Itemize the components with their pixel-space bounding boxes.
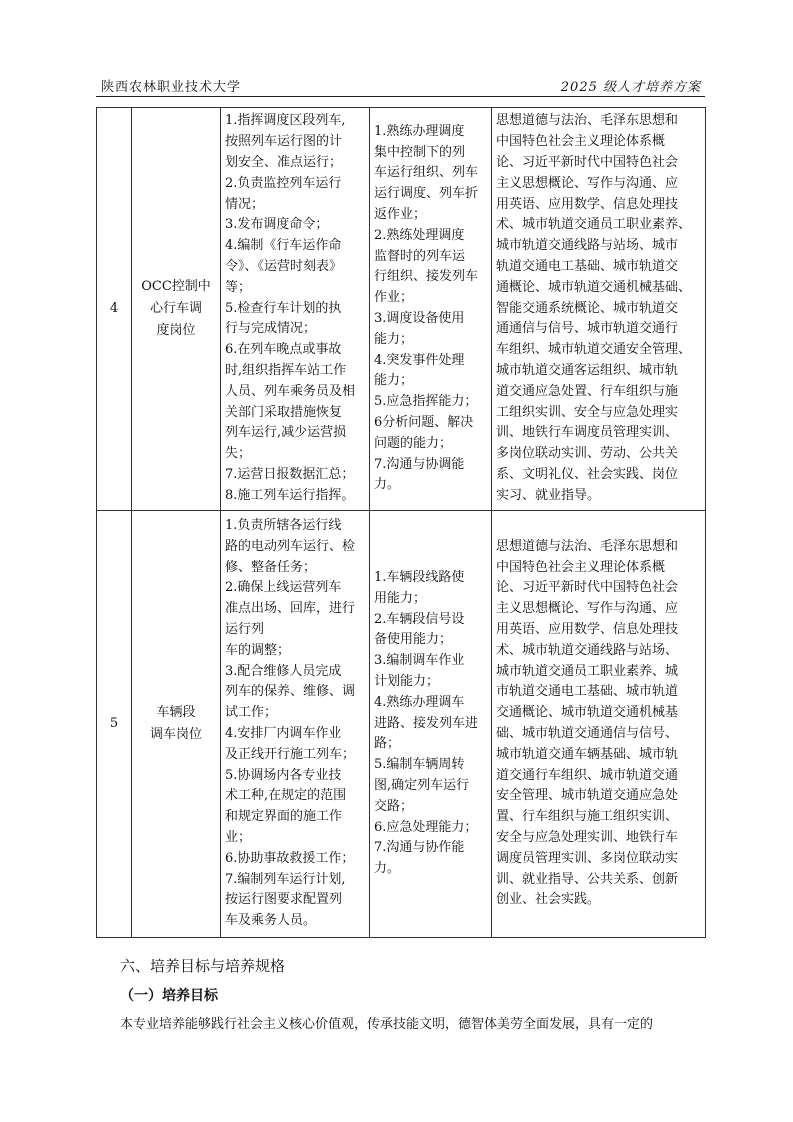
job-abilities-line: 进路、接发列车进 — [374, 715, 479, 731]
courses-line: 多岗位联动实训、劳动、公共关 — [496, 446, 679, 462]
courses-line: 实习、就业指导。 — [496, 487, 601, 503]
job-tasks-line: 1.指挥调度区段列车, — [225, 113, 346, 129]
post-name-line: 车辆段 — [156, 705, 196, 720]
job-tasks-line: 行与完成情况； — [225, 321, 317, 337]
job-abilities-line: 路； — [374, 736, 401, 752]
courses-line: 用英语、应用数学、信息处理技 — [496, 196, 679, 212]
job-abilities-line: 3.编制调车作业 — [374, 653, 465, 669]
job-abilities-line: 计划能力； — [374, 674, 440, 689]
courses-line: 调度员管理实训、多岗位联动实 — [496, 850, 679, 866]
table-row — [97, 108, 706, 511]
job-tasks-line: 2.负责监控列车运行 — [225, 175, 342, 191]
job-tasks-line: 关部门采取措施恢复 — [225, 404, 343, 420]
job-abilities-line: 用能力； — [374, 590, 427, 606]
job-tasks-line: 6.协助事故救援工作； — [225, 850, 355, 866]
job-tasks-line: 列车的保养、维修、调 — [225, 684, 356, 700]
courses-line: 市轨道交通电工基础、城市轨道 — [496, 684, 679, 700]
header-school: 陕西农林职业技术大学 — [101, 80, 242, 95]
job-abilities-line: 车运行组织、列车 — [374, 165, 479, 181]
courses-line: 训、地铁行车调度员管理实训、 — [496, 425, 679, 441]
courses-line: 城市轨道交通员工职业素养、城 — [496, 663, 679, 679]
courses-line: 安全与应急处理实训、地铁行车 — [496, 829, 679, 845]
job-tasks-line: 3.配合维修人员完成 — [225, 663, 342, 679]
job-tasks-line: 车的调整； — [225, 642, 291, 658]
job-abilities-line: 问题的能力； — [374, 435, 453, 451]
job-tasks-line: 2.确保上线运营列车 — [225, 580, 342, 596]
job-tasks-line: 4.编制《行车运作命 — [225, 238, 342, 254]
job-abilities-line: 力。 — [374, 861, 401, 877]
job-abilities-line: 1.熟练办理调度 — [374, 123, 465, 139]
courses-line: 城市轨道交通客运组织、城市轨 — [496, 362, 679, 378]
courses — [492, 108, 706, 511]
courses-line: 城市轨道交通线路与站场、城市 — [496, 238, 679, 254]
job-abilities-line: 运行调度、列车折 — [374, 186, 479, 202]
job-table — [96, 107, 706, 938]
row-number: 5 — [97, 511, 132, 938]
row-number: 4 — [97, 108, 132, 511]
job-tasks-line: 人员、列车乘务员及相 — [225, 383, 356, 399]
courses-line: 通通信与信号、城市轨道交通行 — [496, 321, 679, 337]
job-abilities-line: 3.调度设备使用 — [374, 311, 465, 326]
courses-line: 车组织、城市轨道交通安全管理、 — [496, 342, 692, 358]
job-tasks-line: 划安全、准点运行； — [225, 155, 343, 171]
courses-line: 置、行车组织与施工组织实训、 — [496, 809, 679, 825]
section-title: 六、培养目标与培养规格 — [120, 957, 286, 975]
job-abilities-line: 作业； — [374, 290, 414, 306]
courses-line: 论、习近平新时代中国特色社会 — [496, 580, 679, 596]
job-abilities-line: 5.应急指挥能力； — [374, 394, 478, 410]
job-tasks-line: 1.负责所辖各运行线 — [225, 518, 342, 534]
job-abilities-line: 力。 — [374, 477, 401, 493]
job-abilities-line: 能力； — [374, 331, 414, 347]
job-abilities — [370, 108, 492, 511]
courses-line: 中国特色社会主义理论体系概 — [496, 134, 666, 150]
job-tasks-line: 业； — [225, 829, 252, 845]
job-tasks-line: 7.编制列车运行计划, — [225, 871, 346, 887]
paragraph: 本专业培养能够践行社会主义核心价值观，传承技能文明，德智体美劳全面发展，具有一定的 — [120, 1017, 654, 1032]
courses-line: 主义思想概论、写作与沟通、应 — [496, 175, 679, 191]
job-abilities-line: 2.熟练处理调度 — [374, 227, 465, 243]
job-tasks-line: 路的电动列车运行、检 — [225, 538, 356, 554]
job-abilities-line: 1.车辆段线路使 — [374, 570, 465, 586]
courses-line: 轨道交通电工基础、城市轨道交 — [496, 259, 679, 274]
header-divider — [96, 96, 705, 97]
courses-line: 思想道德与法治、毛泽东思想和 — [496, 113, 679, 129]
job-tasks-line: 及正线开行施工列车； — [225, 746, 356, 762]
job-tasks — [221, 108, 370, 511]
courses-line: 道交通行车组织、城市轨道交通 — [496, 767, 679, 783]
post-name-line: 度岗位 — [156, 323, 196, 338]
courses-line: 城市轨道交通车辆基础、城市轨 — [496, 746, 679, 762]
job-abilities-line: 监督时的列车运 — [374, 248, 466, 264]
job-abilities-line: 6分析问题、解决 — [374, 414, 474, 430]
post-name — [132, 511, 221, 938]
job-tasks-line: 5.协调场内各专业技 — [225, 767, 342, 783]
job-abilities-line: 7.沟通与协调能 — [374, 456, 465, 472]
courses-line: 系、文明礼仪、社会实践、岗位 — [496, 466, 679, 482]
header-plan: 2025 级人才培养方案 — [560, 80, 701, 95]
job-abilities-line: 能力； — [374, 373, 414, 389]
job-abilities-line: 7.沟通与协作能 — [374, 840, 465, 856]
job-tasks — [221, 511, 370, 938]
courses-line: 通概论、城市轨道交通机械基础、 — [496, 279, 692, 295]
job-tasks-line: 按照列车运行图的计 — [225, 134, 343, 150]
job-abilities-line: 返作业； — [374, 207, 427, 223]
job-abilities-line: 交路； — [374, 798, 414, 814]
courses-line: 用英语、应用数学、信息处理技 — [496, 622, 679, 638]
job-tasks-line: 失； — [225, 446, 252, 462]
post-name-line: OCC控制中 — [141, 279, 211, 294]
job-tasks-line: 8.施工列车运行指挥。 — [225, 487, 355, 503]
job-abilities-line: 2.车辆段信号设 — [374, 611, 465, 627]
courses-line: 道交通应急处置、行车组织与施 — [496, 383, 679, 399]
courses-line: 论、习近平新时代中国特色社会 — [496, 155, 679, 171]
job-abilities-line: 6.应急处理能力； — [374, 819, 478, 835]
courses-line: 主义思想概论、写作与沟通、应 — [496, 601, 679, 617]
job-tasks-line: 5.检查行车计划的执 — [225, 300, 342, 316]
courses-line: 安全管理、城市轨道交通应急处 — [496, 788, 679, 804]
job-tasks-line: 和规定界面的施工作 — [225, 809, 343, 825]
job-tasks-line: 准点出场、回库，进行 — [225, 601, 356, 617]
job-tasks-line: 时,组织指挥车站工作 — [225, 362, 347, 378]
job-tasks-line: 车及乘务人员。 — [225, 913, 317, 929]
job-tasks-line: 情况； — [225, 196, 265, 212]
courses-line: 础、城市轨道交通通信与信号、 — [496, 726, 679, 741]
job-tasks-line: 列车运行,减少运营损 — [225, 425, 347, 441]
job-tasks-line: 术工种,在规定的范围 — [225, 788, 347, 804]
courses-line: 术、城市轨道交通员工职业素养、 — [496, 217, 692, 233]
job-abilities-line: 5.编制车辆周转 — [374, 757, 465, 773]
job-abilities-line: 备使用能力； — [374, 632, 453, 648]
job-tasks-line: 3.发布调度命令； — [225, 217, 329, 233]
courses-line: 智能交通系统概论、城市轨道交 — [496, 300, 679, 316]
job-tasks-line: 6.在列车晚点或事故 — [225, 342, 342, 358]
job-tasks-line: 试工作； — [225, 705, 278, 721]
job-tasks-line: 7.运营日报数据汇总； — [225, 466, 355, 482]
job-tasks-line: 按运行图要求配置列 — [225, 892, 343, 908]
job-abilities — [370, 511, 492, 938]
post-name — [132, 108, 221, 511]
courses-line: 思想道德与法治、毛泽东思想和 — [496, 538, 679, 554]
courses-line: 交通概论、城市轨道交通机械基 — [496, 705, 679, 721]
post-name-line: 调车岗位 — [149, 727, 202, 742]
courses-line: 术、城市轨道交通线路与站场、 — [496, 642, 679, 658]
job-tasks-line: 令》、《运营时刻表》 — [225, 259, 343, 274]
table-row — [97, 511, 706, 938]
courses — [492, 511, 706, 938]
job-tasks-line: 运行列 — [225, 622, 265, 638]
job-abilities-line: 行组织、接发列车 — [374, 269, 479, 285]
courses-line: 创业、社会实践。 — [496, 892, 601, 908]
job-abilities-line: 4.熟练办理调车 — [374, 694, 465, 710]
courses-line: 训、就业指导、公共关系、创新 — [496, 871, 679, 887]
job-abilities-line: 图,确定列车运行 — [374, 777, 470, 793]
job-abilities-line: 集中控制下的列 — [374, 144, 466, 160]
job-tasks-line: 等； — [225, 279, 252, 295]
job-abilities-line: 4.突发事件处理 — [374, 352, 465, 368]
post-name-line: 心行车调 — [149, 301, 202, 316]
courses-line: 工组织实训、安全与应急处理实 — [496, 404, 679, 420]
subsection-title: （一）培养目标 — [120, 988, 218, 1004]
courses-line: 中国特色社会主义理论体系概 — [496, 559, 666, 575]
job-tasks-line: 4.安排厂内调车作业 — [225, 726, 342, 741]
job-tasks-line: 修、整备任务； — [225, 559, 317, 575]
